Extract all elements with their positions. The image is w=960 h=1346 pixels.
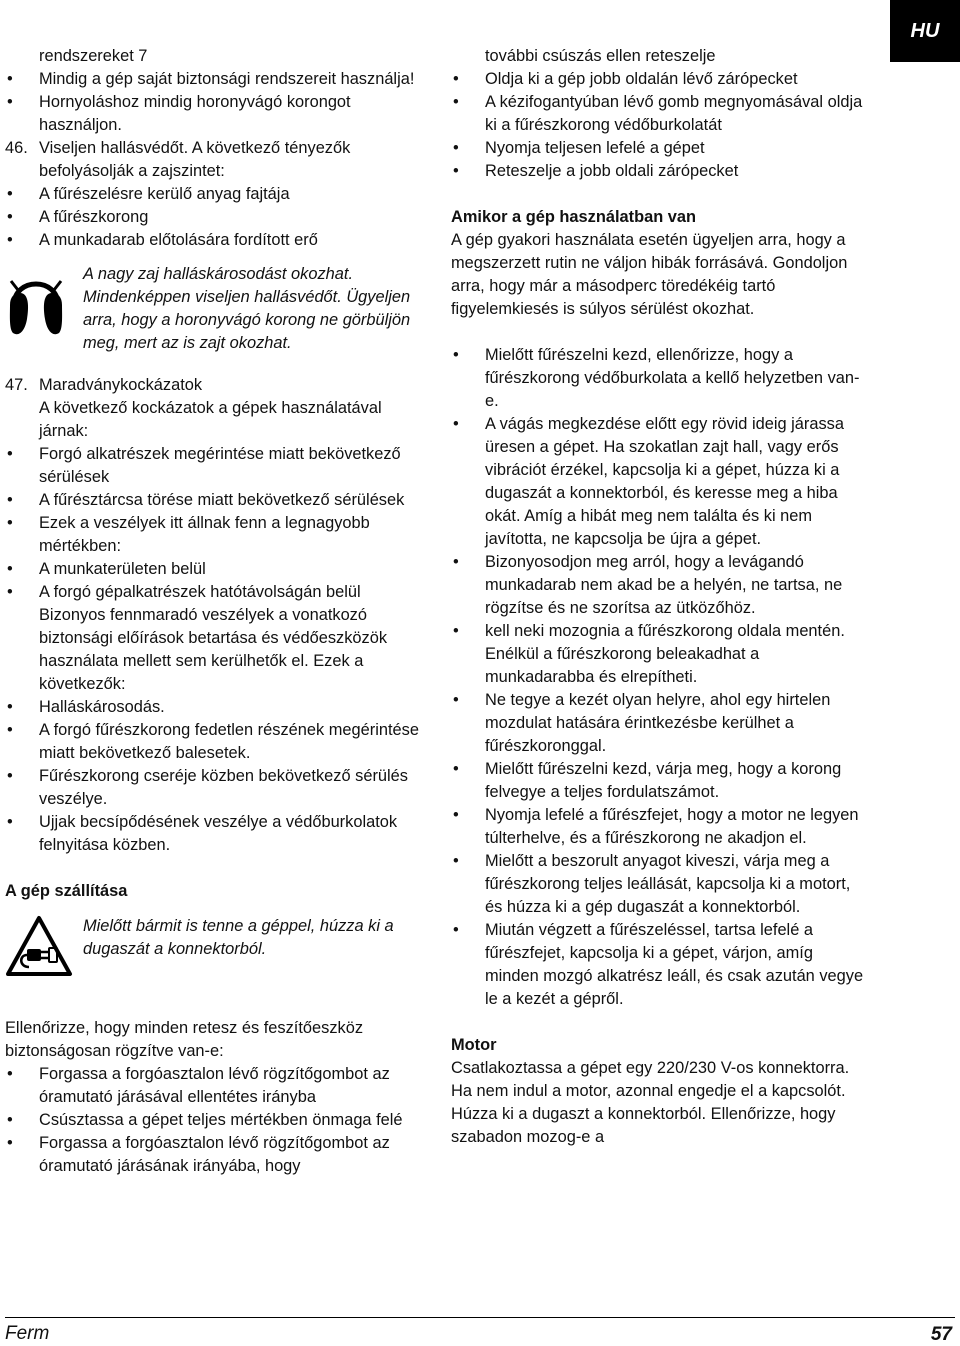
- list-item: • Mielőtt a beszorult anyagot kiveszi, várja meg a fűrészkorong teljes leállását, kapcsolja ki a motort, és húzza ki a gép dugaszát a konnektorból.: [451, 850, 871, 919]
- list-item: • Ujjak becsípődésének veszélye a védőburkolatok felnyitása közben.: [5, 811, 425, 857]
- list-item: • Oldja ki a gép jobb oldalán lévő zárópecket: [451, 68, 871, 91]
- list-item: • Miután végzett a fűrészeléssel, tartsa lefelé a fűrészfejet, kapcsolja ki a gépet, várjon, amíg minden mozgó alkatrész leáll, és csak azután vegye le a kezét a gépről.: [451, 919, 871, 1011]
- list-item: • Fűrészkorong cseréje közben bekövetkező sérülés veszélye.: [5, 765, 425, 811]
- residual-risk-paragraph: Bizonyos fennmaradó veszélyek a vonatkozó biztonsági előírások betartása és védőeszközök használata mellett sem kerülhetők el. Ezek a következők:: [39, 606, 388, 693]
- hearing-warning: [5, 263, 425, 355]
- list-item: • Bizonyosodjon meg arról, hogy a levágandó munkadarab nem akad be a helyén, ne tartsa, ne rögzítse és ne szorítsa az ütközőhöz.: [451, 551, 871, 620]
- lock-steps-list: [451, 68, 871, 183]
- ear-protection-icon: [5, 263, 83, 350]
- risk-intro: A következő kockázatok a gépek használatával járnak:: [39, 399, 382, 440]
- list-item: • Mielőtt fűrészelni kezd, várja meg, hogy a korong felvegye a teljes fordulatszámot.: [451, 758, 871, 804]
- list-item: • Ezek a veszélyek itt állnak fenn a legnagyobb mértékben:: [5, 512, 425, 558]
- noise-factor-list: [5, 183, 425, 252]
- list-item: • Hornyoláshoz mindig horonyvágó korongot használjon.: [5, 91, 425, 137]
- list-item: • Nyomja lefelé a fűrészfejet, hogy a motor ne legyen túlterhelve, és a fűrészkorong ne akadjon el.: [451, 804, 871, 850]
- in-use-list: [451, 344, 871, 1011]
- language-label: HU: [910, 19, 940, 42]
- list-item: • Mindig a gép saját biztonsági rendszereit használja!: [5, 68, 425, 91]
- list-item: • A munkadarab előtolására fordított erő: [5, 229, 425, 252]
- list-item: • Forgassa a forgóasztalon lévő rögzítőgombot az óramutató járásának irányába, hogy: [5, 1132, 425, 1178]
- list-item: • A fűrészelésre kerülő anyag fajtája: [5, 183, 425, 206]
- list-item: • A fűrészkorong: [5, 206, 425, 229]
- unplug-warning-text: Mielőtt bármit is tenne a géppel, húzza ki a dugaszát a konnektorból.: [83, 917, 394, 958]
- left-column: [5, 45, 425, 1178]
- unplug-warning-icon: [5, 915, 83, 984]
- footer-divider: [5, 1317, 955, 1318]
- intro-continuation: rendszereket 7: [39, 47, 148, 65]
- list-item: • Nyomja teljesen lefelé a gépet: [451, 137, 871, 160]
- language-tab: [890, 0, 960, 62]
- intro-bullet-list: [5, 68, 425, 137]
- section-text: Viseljen hallásvédőt. A következő tényezők befolyásolják a zajszintet:: [39, 139, 351, 180]
- risk-list: [5, 443, 425, 604]
- section-46: [5, 137, 425, 183]
- residual-risk-list: [5, 696, 425, 857]
- motor-heading: Motor: [451, 1036, 497, 1054]
- in-use-paragraph: A gép gyakori használata esetén ügyeljen arra, hogy a megszerzett rutin ne váljon hibák forrásává. Gondoljon arra, hogy már a másodperc töredékéig tartó figyelemkiesés is súlyos sérülést okozhat.: [451, 231, 848, 318]
- list-item: • A kézifogantyúban lévő gomb megnyomásával oldja ki a fűrészkorong védőburkolatát: [451, 91, 871, 137]
- list-item: • Halláskárosodás.: [5, 696, 425, 719]
- list-item: • Reteszelje a jobb oldali zárópecket: [451, 160, 871, 183]
- page-number: 57: [930, 1324, 952, 1345]
- transport-steps-list: [5, 1063, 425, 1178]
- transport-heading: A gép szállítása: [5, 882, 128, 900]
- section-number: 46.: [5, 139, 28, 157]
- section-number: 47.: [5, 376, 28, 394]
- list-item: • A forgó gépalkatrészek hatótávolságán belül: [5, 581, 425, 604]
- intro-continuation: további csúszás ellen reteszelje: [485, 47, 716, 65]
- list-item: • Forgassa a forgóasztalon lévő rögzítőgombot az óramutató járásával ellentétes irányba: [5, 1063, 425, 1109]
- list-item: • A munkaterületen belül: [5, 558, 425, 581]
- list-item: • Csúsztassa a gépet teljes mértékben önmaga felé: [5, 1109, 425, 1132]
- in-use-heading: Amikor a gép használatban van: [451, 208, 697, 226]
- list-item: • Ne tegye a kezét olyan helyre, ahol egy hirtelen mozdulat hatására érintkezésbe kerülhet a fűrészkoronggal.: [451, 689, 871, 758]
- transport-paragraph: Ellenőrizze, hogy minden retesz és feszítőeszköz biztonságosan rögzítve van-e:: [5, 1019, 364, 1060]
- list-item: • A vágás megkezdése előtt egy rövid ideig járassa üresen a gépet. Ha szokatlan zajt hall, vagy erős vibrációt érzékel, kapcsolja ki a gépet, húzza ki a dugaszát a konnektorból, és keresse meg a hiba okát. Amíg a hibát meg nem találta és ki nem javította, ne kapcsolja be újra a gépet.: [451, 413, 871, 551]
- hearing-warning-text: A nagy zaj halláskárosodást okozhat. Mindenképpen viseljen hallásvédőt. Ügyeljen arra, hogy a horonyvágó korong ne görbüljön meg, mert az is zajt okozhat.: [83, 265, 411, 352]
- list-item: • A forgó fűrészkorong fedetlen részének megérintése miatt bekövetkező balesetek.: [5, 719, 425, 765]
- list-item: • A fűrésztárcsa törése miatt bekövetkező sérülések: [5, 489, 425, 512]
- section-text: Maradványkockázatok: [39, 376, 203, 394]
- unplug-warning: [5, 915, 425, 984]
- list-item: • kell neki mozognia a fűrészkorong oldala mentén. Enélkül a fűrészkorong beleakadhat a munkadarabba és elrepítheti.: [451, 620, 871, 689]
- list-item: • Mielőtt fűrészelni kezd, ellenőrizze, hogy a fűrészkorong védőburkolata a kellő helyzetben van-e.: [451, 344, 871, 413]
- right-column: [451, 45, 871, 1149]
- list-item: • Forgó alkatrészek megérintése miatt bekövetkező sérülések: [5, 443, 425, 489]
- section-47: [5, 374, 425, 397]
- motor-paragraph: Csatlakoztassa a gépet egy 220/230 V-os konnektorra. Ha nem indul a motor, azonnal engedje el a kapcsolót. Húzza ki a dugaszt a konnektorból. Ellenőrizze, hogy szabadon mozog-e a: [451, 1059, 850, 1146]
- footer-brand: Ferm: [5, 1323, 50, 1344]
